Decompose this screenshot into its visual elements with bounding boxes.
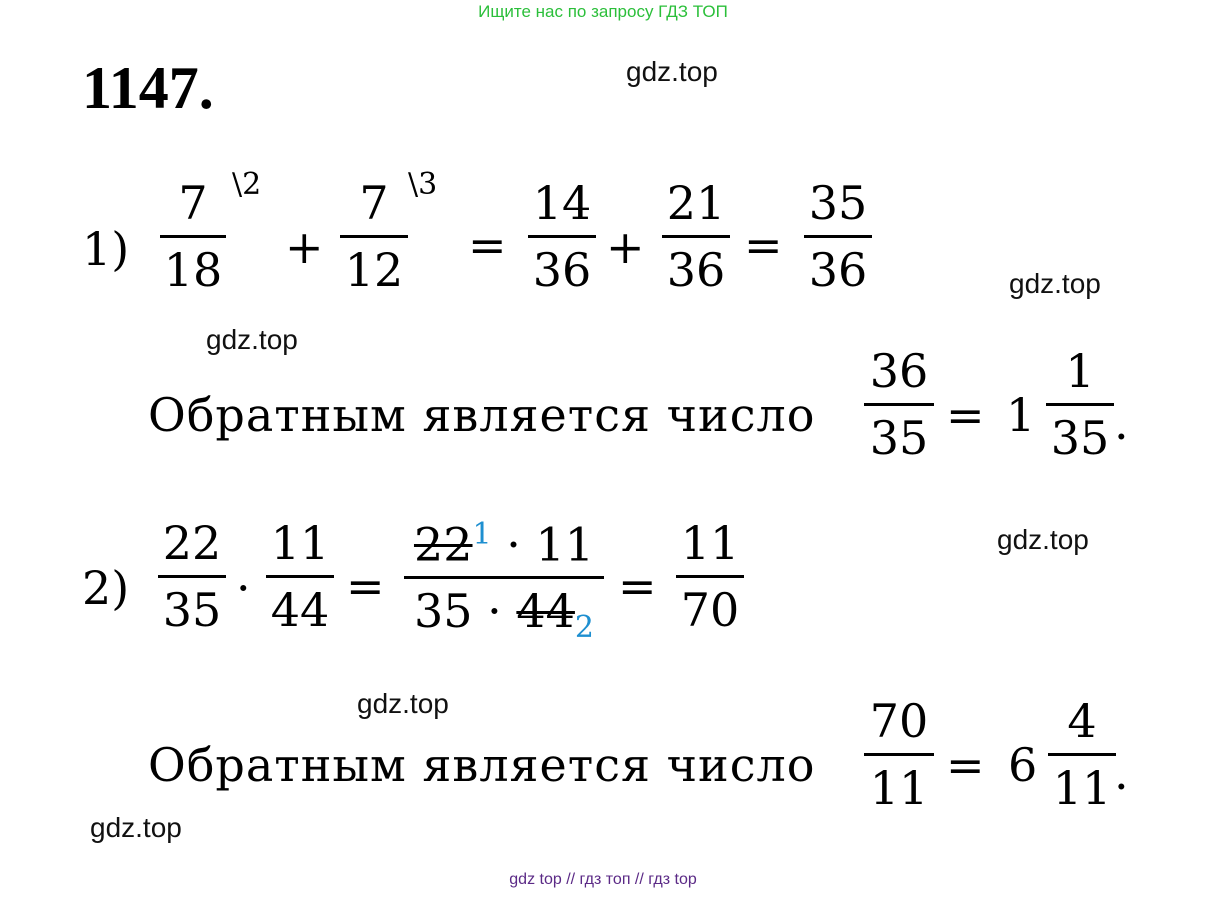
- part1-fraction-1: [160, 176, 226, 297]
- part1-label: 1): [82, 222, 130, 276]
- numerator: 1: [1065, 344, 1095, 398]
- watermark: gdz.top: [626, 56, 718, 87]
- part2-fraction-1: [158, 516, 226, 637]
- answer-phrase: Обратным является число: [148, 738, 816, 792]
- numerator-rest: · 11: [506, 517, 595, 572]
- part1-fraction-2: [340, 176, 408, 297]
- equals-sign: =: [744, 218, 783, 272]
- fraction-bar: [864, 403, 934, 406]
- numerator: [404, 517, 604, 572]
- denominator-left: 35 ·: [413, 584, 502, 639]
- numerator: 22: [162, 516, 222, 570]
- equals-sign: =: [946, 738, 985, 792]
- fraction-bar: [864, 753, 934, 756]
- denominator: 35: [1050, 411, 1110, 465]
- watermark: gdz.top: [997, 524, 1089, 555]
- equals-sign: =: [468, 218, 507, 272]
- whole-part: 1: [1006, 388, 1036, 442]
- numerator: 7: [178, 176, 208, 230]
- part2-combined-fraction: [404, 517, 604, 646]
- fraction-bar: [1048, 753, 1116, 756]
- denominator: 11: [1052, 761, 1112, 815]
- watermark: gdz.top: [206, 324, 298, 355]
- plus-sign: +: [285, 220, 324, 274]
- period: .: [1114, 396, 1129, 450]
- part1-inverse-fraction: [864, 344, 934, 465]
- part2-fraction-3: [676, 516, 744, 637]
- fraction-bar: [804, 235, 872, 238]
- numerator: 7: [359, 176, 389, 230]
- equals-sign: =: [946, 388, 985, 442]
- cancelled-number: 44: [516, 584, 575, 639]
- denominator: 44: [270, 583, 330, 637]
- watermark: gdz.top: [1009, 268, 1101, 299]
- numerator: 11: [680, 516, 740, 570]
- watermark: gdz.top: [357, 688, 449, 719]
- plus-sign: +: [606, 220, 645, 274]
- part1-mixed-fraction: [1046, 344, 1114, 465]
- denominator: 35: [869, 411, 929, 465]
- part2-fraction-2: [266, 516, 334, 637]
- fraction-bar: [662, 235, 730, 238]
- fraction-bar: [158, 575, 226, 578]
- whole-part: 6: [1008, 738, 1038, 792]
- equals-sign: =: [346, 559, 385, 613]
- extra-factor: \2: [232, 167, 262, 202]
- equals-sign: =: [618, 559, 657, 613]
- numerator: 4: [1067, 694, 1097, 748]
- numerator: 21: [666, 176, 726, 230]
- denominator: 11: [869, 761, 929, 815]
- fraction-bar: [1046, 403, 1114, 406]
- fraction-bar: [676, 575, 744, 578]
- numerator: 70: [869, 694, 929, 748]
- part2-mixed-fraction: [1048, 694, 1116, 815]
- denominator: 36: [808, 243, 868, 297]
- period: .: [1114, 746, 1129, 800]
- fraction-bar: [528, 235, 596, 238]
- denominator: 12: [344, 243, 404, 297]
- fraction-bar: [340, 235, 408, 238]
- numerator: 36: [869, 344, 929, 398]
- part1-fraction-3: [528, 176, 596, 297]
- problem-number: 1147.: [82, 55, 214, 121]
- numerator: 14: [532, 176, 592, 230]
- fraction-bar: [160, 235, 226, 238]
- footer-links: gdz top // гдз топ // гдз top: [509, 871, 697, 888]
- denominator: 36: [666, 243, 726, 297]
- extra-factor: \3: [408, 167, 438, 202]
- reduced-number: 1: [472, 517, 492, 552]
- part2-inverse-fraction: [864, 694, 934, 815]
- fraction-bar: [404, 576, 604, 579]
- multiply-dot: ·: [236, 561, 251, 615]
- denominator: 18: [163, 243, 223, 297]
- denominator: [404, 584, 604, 646]
- reduced-number: 2: [574, 610, 595, 646]
- part1-fraction-5: [804, 176, 872, 297]
- part2-label: 2): [82, 561, 130, 615]
- denominator: 36: [532, 243, 592, 297]
- part1-fraction-4: [662, 176, 730, 297]
- answer-phrase: Обратным является число: [148, 388, 816, 442]
- fraction-bar: [266, 575, 334, 578]
- numerator: 35: [808, 176, 868, 230]
- numerator: 11: [270, 516, 330, 570]
- denominator: 35: [162, 583, 222, 637]
- watermark: gdz.top: [90, 812, 182, 843]
- denominator: 70: [680, 583, 740, 637]
- top-banner: Ищите нас по запросу ГДЗ ТОП: [478, 2, 728, 21]
- cancelled-number: 22: [413, 517, 473, 572]
